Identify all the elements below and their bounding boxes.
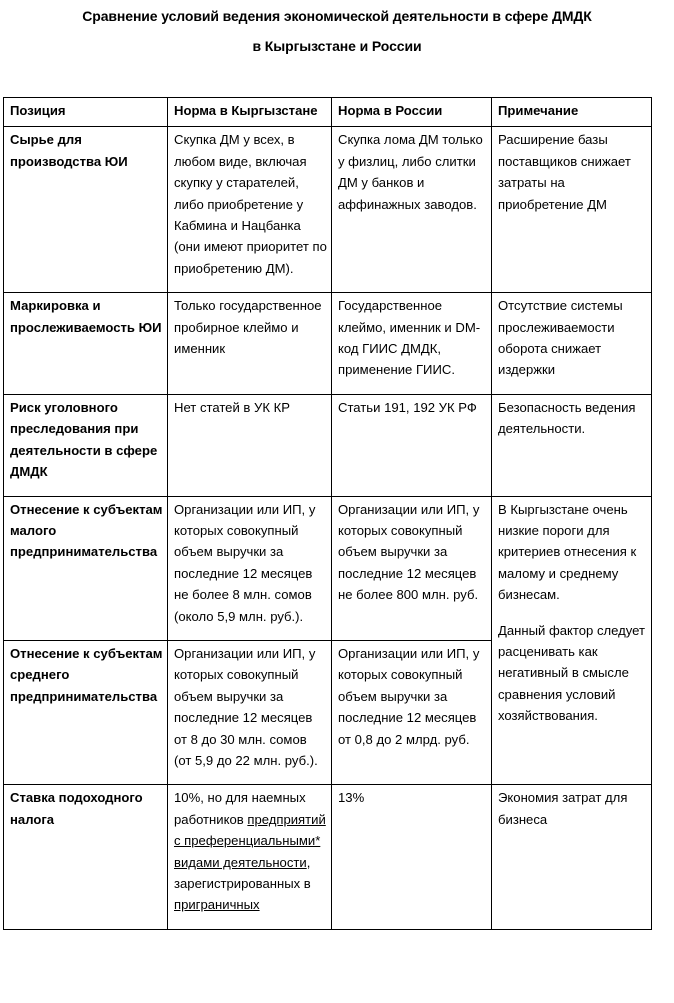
row-position: Маркировка и прослеживаемость ЮИ bbox=[4, 293, 168, 395]
row-note-merged bbox=[492, 496, 652, 785]
document-title-line-1: Сравнение условий ведения экономической деятельности в сфере ДМДК bbox=[82, 8, 592, 24]
underlined-text: предприятий с преференциальными* видами деятельности bbox=[174, 811, 326, 870]
note-paragraph: В Кыргызстане очень низкие пороги для критериев отнесения к малому и среднему бизнесам. bbox=[498, 501, 637, 603]
row-kyrgyzstan-norm: Организации или ИП, у которых совокупный объем выручки за последние 12 месяцев не более 8 млн. сомов (около 5,9 млн. руб.). bbox=[168, 496, 332, 640]
row-russia-norm: Скупка лома ДМ только у физлиц, либо слитки ДМ у банков и аффинажных заводов. bbox=[332, 127, 492, 293]
row-russia-norm: 13% bbox=[332, 785, 492, 929]
row-kyrgyzstan-norm: Нет статей в УК КР bbox=[168, 394, 332, 496]
table-row bbox=[4, 394, 652, 496]
header-russia: Норма в России bbox=[332, 98, 492, 127]
row-position: Отнесение к субъектам среднего предпринимательства bbox=[4, 640, 168, 784]
row-position: Ставка подоходного налога bbox=[4, 785, 168, 929]
table-row bbox=[4, 127, 652, 293]
row-note: Экономия затрат для бизнеса bbox=[492, 785, 652, 929]
underlined-text: приграничных bbox=[174, 897, 260, 913]
row-kyrgyzstan-norm: Скупка ДМ у всех, в любом виде, включая скупку у старателей, либо приобретение у Кабмина и Нацбанка (они имеют приоритет по приобретению ДМ). bbox=[168, 127, 332, 293]
table-row bbox=[4, 496, 652, 640]
comparison-table bbox=[3, 97, 652, 930]
row-russia-norm: Организации или ИП, у которых совокупный объем выручки за последние 12 месяцев не более 800 млн. руб. bbox=[332, 496, 492, 640]
row-russia-norm: Организации или ИП, у которых совокупный объем выручки за последние 12 месяцев от 0,8 до 2 млрд. руб. bbox=[332, 640, 492, 784]
row-kyrgyzstan-norm bbox=[168, 785, 332, 929]
table-header-row bbox=[4, 98, 652, 127]
document-title-line-2: в Кыргызстане и России bbox=[252, 38, 422, 54]
row-note: Отсутствие системы прослеживаемости оборота снижает издержки bbox=[492, 293, 652, 395]
header-kyrgyzstan: Норма в Кыргызстане bbox=[168, 98, 332, 127]
header-note: Примечание bbox=[492, 98, 652, 127]
row-russia-norm: Государственное клеймо, именник и DM-код ГИИС ДМДК, применение ГИИС. bbox=[332, 293, 492, 395]
header-position: Позиция bbox=[4, 98, 168, 127]
row-note: Безопасность ведения деятельности. bbox=[492, 394, 652, 496]
row-kyrgyzstan-norm: Только государственное пробирное клеймо и именник bbox=[168, 293, 332, 395]
text-fragment: , зарегистрированных в bbox=[174, 854, 311, 891]
row-note: Расширение базы поставщиков снижает затраты на приобретение ДМ bbox=[492, 127, 652, 293]
text-fragment: 10%, но для наемных работников bbox=[174, 790, 306, 827]
table-row bbox=[4, 293, 652, 395]
table-row bbox=[4, 785, 652, 929]
row-russia-norm: Статьи 191, 192 УК РФ bbox=[332, 394, 492, 496]
row-position: Риск уголовного преследования при деятельности в сфере ДМДК bbox=[4, 394, 168, 496]
row-position: Сырье для производства ЮИ bbox=[4, 127, 168, 293]
row-position: Отнесение к субъектам малого предпринимательства bbox=[4, 496, 168, 640]
note-paragraph: Данный фактор следует расценивать как негативный в смысле сравнения условий хозяйствования. bbox=[498, 622, 646, 724]
row-kyrgyzstan-norm: Организации или ИП, у которых совокупный объем выручки за последние 12 месяцев от 8 до 30 млн. сомов (от 5,9 до 22 млн. руб.). bbox=[168, 640, 332, 784]
